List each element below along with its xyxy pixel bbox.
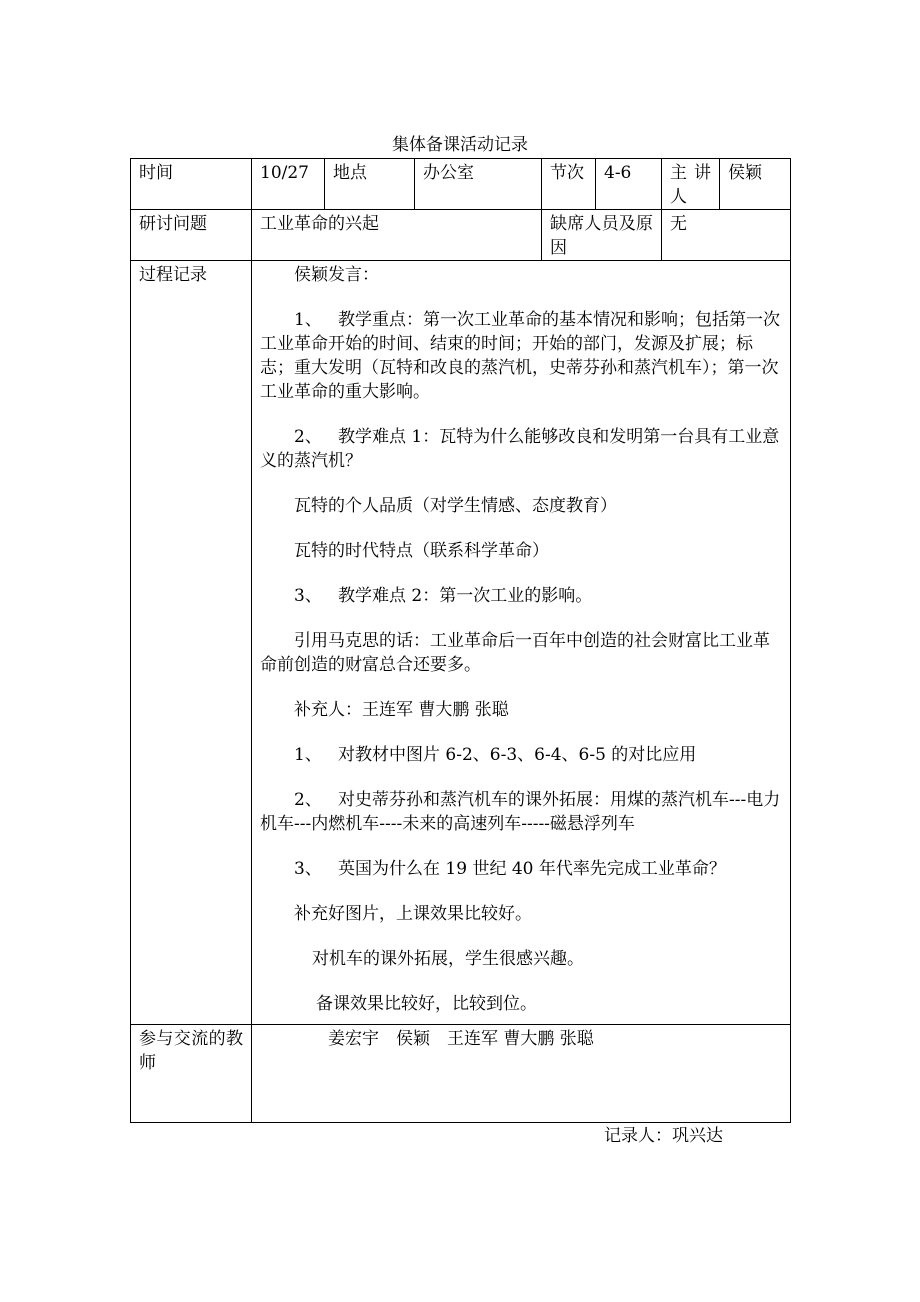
comment-3: 备课效果比较好，比较到位。: [316, 994, 537, 1014]
time-label: 时间: [131, 159, 252, 210]
point-1-number: 1、: [294, 310, 322, 330]
record-table: [130, 158, 791, 1123]
supplement-item-2: [260, 788, 782, 836]
supplement-item-1: [260, 743, 782, 767]
process-point-3: [260, 584, 782, 608]
speaker-value: 侯颖: [720, 159, 791, 210]
participants-names: 姜宏宇 侯颖 王连军 曹大鹏 张聪: [252, 1025, 791, 1123]
topic-label: 研讨问题: [131, 210, 252, 261]
process-opening: 侯颖发言：: [294, 265, 379, 285]
process-supplement: 补充人：王连军 曹大鹏 张聪: [294, 700, 509, 720]
process-point-2-sub-1: 瓦特的个人品质（对学生情感、态度教育）: [294, 496, 617, 516]
point-2-text: 教学难点 1：瓦特为什么能够改良和发明第一台具有工业意义的蒸汽机？: [260, 427, 780, 471]
process-point-2-sub-2: 瓦特的时代特点（联系科学革命）: [294, 541, 549, 561]
comment-2: 对机车的课外拓展，学生很感兴趣。: [312, 949, 584, 969]
supplement-2-text: 对史蒂芬孙和蒸汽机车的课外拓展：用煤的蒸汽机车---电力机车---内燃机车----未来的高速列车-----磁悬浮列车: [260, 790, 781, 834]
table-row-basic-info: [131, 159, 791, 210]
absent-value: 无: [662, 210, 791, 261]
page-title: 集体备课活动记录: [392, 135, 528, 155]
place-value: 办公室: [415, 159, 542, 210]
topic-value: 工业革命的兴起: [252, 210, 542, 261]
supplement-3-text: 英国为什么在 19 世纪 40 年代率先完成工业革命？: [338, 859, 726, 879]
supplement-2-number: 2、: [294, 790, 322, 810]
table-row-process: [131, 261, 791, 1025]
time-value: 10/27: [252, 159, 325, 210]
table-row-participants: [131, 1025, 791, 1123]
participants-label: 参与交流的教师: [131, 1025, 252, 1123]
table-row-topic: [131, 210, 791, 261]
point-2-number: 2、: [294, 427, 322, 447]
period-label: 节次: [542, 159, 596, 210]
absent-label: 缺席人员及原因: [542, 210, 662, 261]
supplement-1-text: 对教材中图片 6-2、6-3、6-4、6-5 的对比应用: [338, 745, 697, 765]
supplement-1-number: 1、: [294, 745, 322, 765]
supplement-3-number: 3、: [294, 859, 322, 879]
speaker-label: 主讲人: [662, 159, 720, 210]
comment-1: 补充好图片，上课效果比较好。: [294, 904, 532, 924]
process-body: [252, 261, 791, 1025]
point-3-text: 教学难点 2：第一次工业的影响。: [338, 586, 593, 606]
point-3-number: 3、: [294, 586, 322, 606]
process-point-1: [260, 308, 782, 404]
process-point-2: [260, 425, 782, 473]
place-label: 地点: [325, 159, 415, 210]
process-quote: 引用马克思的话：工业革命后一百年中创造的社会财富比工业革命前创造的财富总合还要多。: [260, 631, 770, 675]
point-1-text: 教学重点：第一次工业革命的基本情况和影响；包括第一次工业革命开始的时间、结束的时间；开始的部门，发源及扩展；标志；重大发明（瓦特和改良的蒸汽机，史蒂芬孙和蒸汽机车）；第一次工业革命的重大影响。: [260, 310, 780, 402]
recorder: 记录人：巩兴达: [604, 1126, 723, 1146]
period-value: 4-6: [596, 159, 662, 210]
supplement-item-3: [260, 857, 782, 881]
process-label: 过程记录: [131, 261, 252, 1025]
